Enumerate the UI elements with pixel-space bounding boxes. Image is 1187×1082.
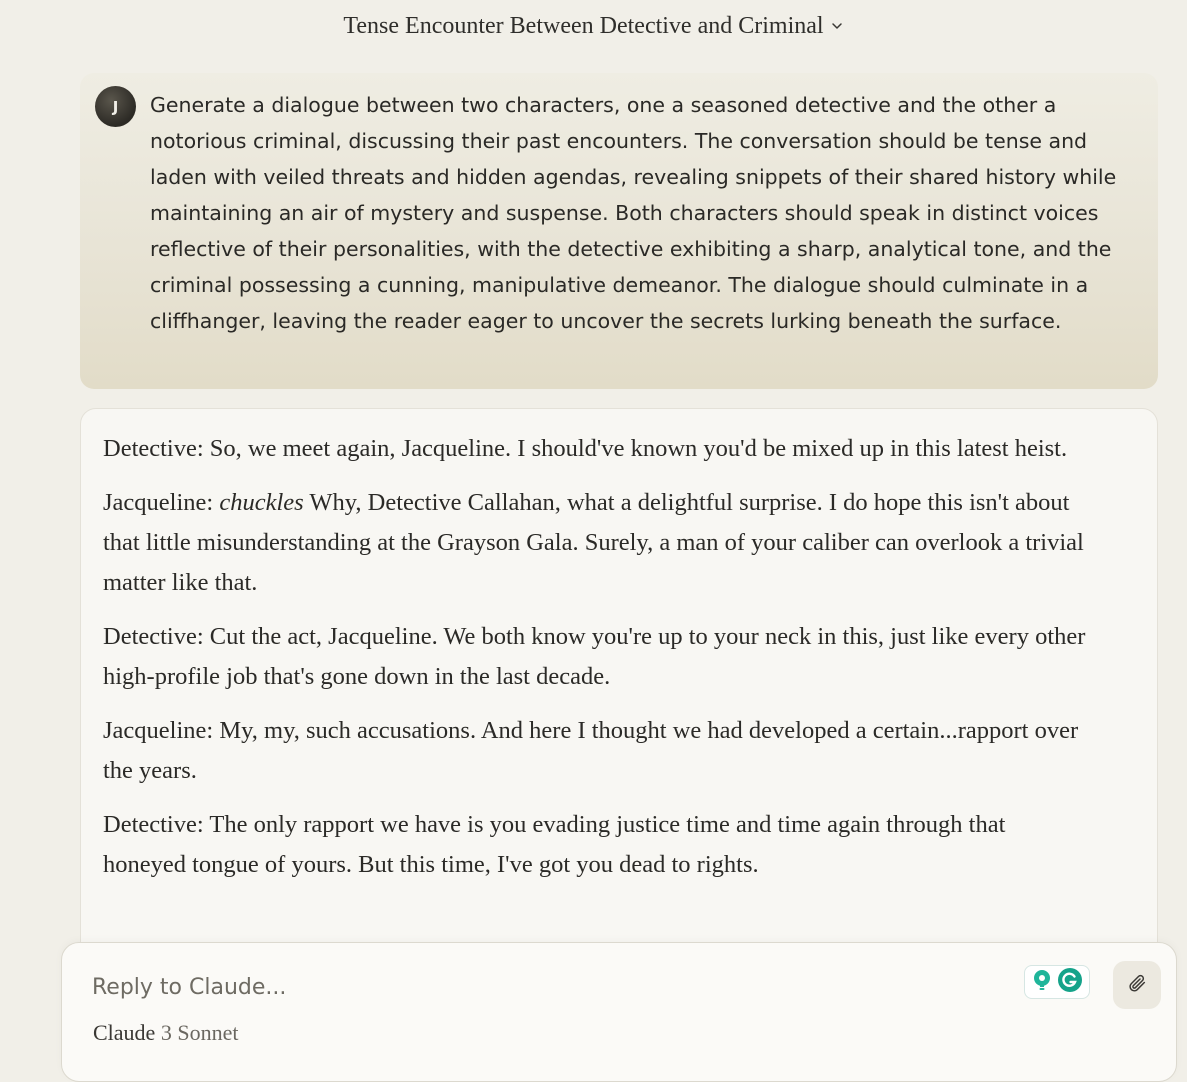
stage-direction: chuckles <box>219 489 304 516</box>
assistant-message <box>80 408 1158 968</box>
dialogue-speaker: Jacqueline: <box>103 489 220 516</box>
lightbulb-icon[interactable] <box>1031 968 1053 997</box>
avatar-initial: J <box>112 97 119 116</box>
paperclip-icon <box>1126 972 1148 999</box>
reply-input[interactable] <box>92 969 992 1005</box>
grammarly-icon[interactable] <box>1057 967 1083 998</box>
dialogue-line <box>103 483 1088 603</box>
dialogue-line <box>103 429 1088 469</box>
conversation-title: Tense Encounter Between Detective and Criminal <box>343 13 824 39</box>
model-selector[interactable] <box>93 1020 238 1046</box>
conversation-header <box>0 10 1187 42</box>
user-message <box>80 73 1158 389</box>
dialogue-line-text: Jacqueline: My, my, such accusations. And here I thought we had developed a certain...rapport over the years. <box>103 717 1079 784</box>
dialogue-line-text: Detective: Cut the act, Jacqueline. We both know you're up to your neck in this, just like every other high-profile job that's gone down in the last decade. <box>103 623 1086 690</box>
chevron-down-icon <box>830 19 844 33</box>
model-name: Claude <box>93 1020 156 1045</box>
dialogue-line-text: Detective: So, we meet again, Jacqueline. I should've known you'd be mixed up in this latest heist. <box>103 435 1068 462</box>
attach-button[interactable] <box>1113 961 1161 1009</box>
assistant-message-body <box>103 429 1088 899</box>
avatar <box>95 86 136 127</box>
dialogue-line <box>103 617 1088 697</box>
dialogue-line <box>103 805 1088 885</box>
dialogue-line-text: Detective: The only rapport we have is you evading justice time and time again through that honeyed tongue of yours. But this time, I've got you dead to rights. <box>103 811 1006 878</box>
grammarly-widget[interactable] <box>1024 965 1090 999</box>
dialogue-line-text: Why, Detective Callahan, what a delightful surprise. I do hope this isn't about that little misunderstanding at the Grayson Gala. Surely, a man of your caliber can overlook a trivial matter like that. <box>103 489 1084 596</box>
reply-composer <box>61 942 1177 1082</box>
dialogue-line <box>103 711 1088 791</box>
user-message-text: Generate a dialogue between two characters, one a seasoned detective and the other a notorious criminal, discussing their past encounters. The conversation should be tense and laden with veiled threats and hidden agendas, revealing snippets of their shared history while maintaining an air of mystery and suspense. Both characters should speak in distinct voices reflective of their personalities, with the detective exhibiting a sharp, analytical tone, and the criminal possessing a cunning, manipulative demeanor. The dialogue should culminate in a cliffhanger, leaving the reader eager to uncover the secrets lurking beneath the surface. <box>150 93 1117 333</box>
conversation-title-button[interactable] <box>337 10 849 42</box>
model-version: 3 Sonnet <box>160 1020 239 1045</box>
